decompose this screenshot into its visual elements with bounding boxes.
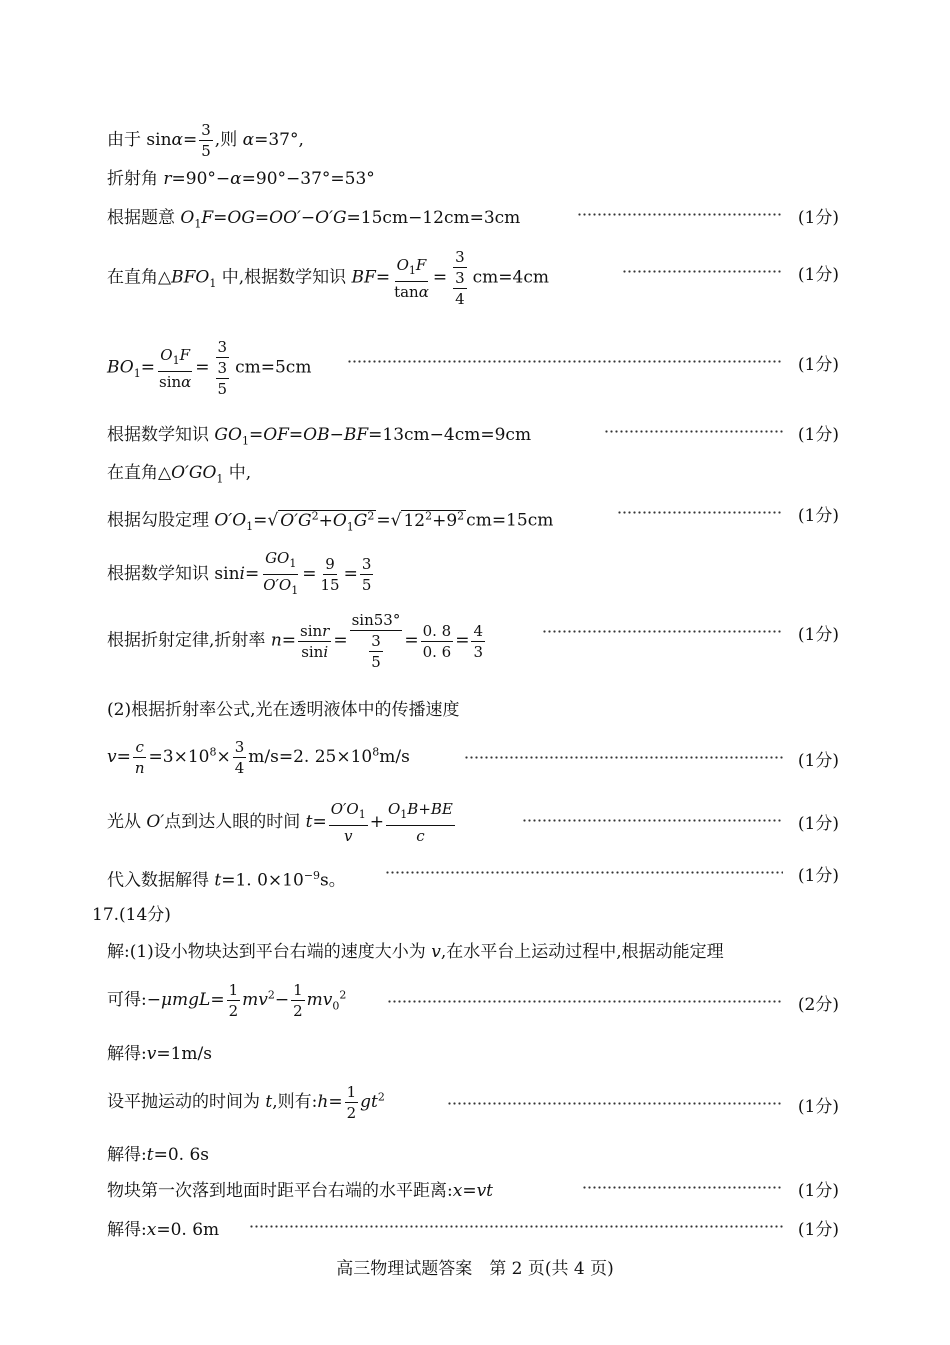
score-label: (1分) xyxy=(797,1097,839,1117)
line-bf: 在直角$\triangle BFO_1$ 中,根据数学知识 BF= $\frac{O_1F}{\tan\alpha}$ = $\frac{3}{\frac{3}{4}}$ cm=4cm (1分) xyxy=(107,248,839,308)
score-label: (1分) xyxy=(797,751,839,771)
score-label: (1分) xyxy=(797,425,839,445)
score-label: (1分) xyxy=(797,814,839,834)
line-energy: 可得:−μmgL= $\frac{1}{2}$ $mv^2-$ $\frac{1}{2}$ $mv_0^2$ (2分) xyxy=(107,981,839,1020)
score-label: (1分) xyxy=(797,506,839,526)
score-label: (1分) xyxy=(797,355,839,375)
line-sin-alpha: 由于 sinα= $\frac{3}{5}$ ,则 α=37°, xyxy=(107,121,304,160)
score-label: (1分) xyxy=(797,866,839,886)
line-index: 根据折射定律,折射率 n= $\frac{\sin r}{\sin i}$ = $\frac{\sin 53^\circ}{\frac{3}{5}}$ = $\frac{0. 8}{0. 6}$ = $\frac{4}{3}$ (1分) xyxy=(107,611,839,671)
question-17-heading: 17.(14分) xyxy=(92,905,171,925)
line-sini: 根据数学知识 sini= $\frac{GO_1}{O'O_1}$ = $\frac{9}{15}$ = $\frac{3}{5}$ xyxy=(107,549,372,597)
score-label: (1分) xyxy=(797,1220,839,1240)
page-footer: 高三物理试题答案 第 2 页(共 4 页) xyxy=(336,1259,614,1279)
score-label: (1分) xyxy=(797,208,839,228)
score-label: (1分) xyxy=(797,265,839,285)
score-label: (2分) xyxy=(797,995,839,1015)
line-projectile-time: 设平抛运动的时间为 t,则有:h= $\frac{1}{2}$ $gt^2$ (1分) xyxy=(107,1083,839,1122)
line-velocity: v= $\frac{c}{n}$ $=3\times 10^8\times$ $\frac{3}{4}$ m/s=2. $25\times 10^8m/s$ (1分) xyxy=(107,738,839,777)
score-label: (1分) xyxy=(797,1181,839,1201)
line-time-formula: 光从 O′点到达人眼的时间 t= $\frac{O'O_1}{v}$ + $\frac{O_1B+BE}{c}$ (1分) xyxy=(107,800,839,845)
score-label: (1分) xyxy=(797,625,839,645)
line-bo1: $BO_1=$ $\frac{O_1F}{\sin\alpha}$ = $\frac{3}{\frac{3}{5}}$ cm=5cm (1分) xyxy=(107,338,839,398)
